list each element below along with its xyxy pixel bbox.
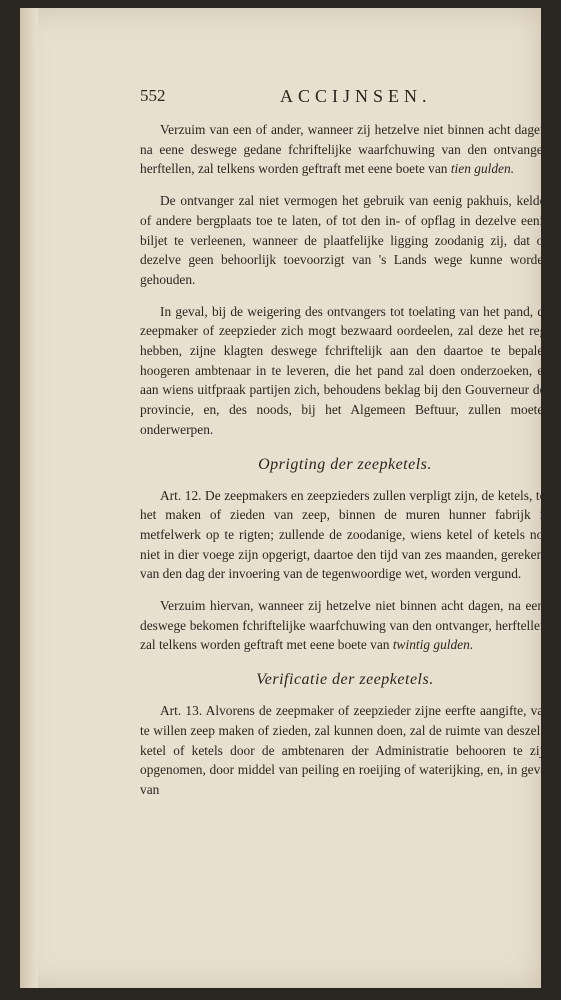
section-heading-verificatie: Verificatie der zeepketels. — [256, 671, 434, 689]
paragraph-art-13: Art. 13. Alvorens de zeepmaker of zeepzieder zijne eerfte aangifte, van te willen zeep maken of zieden, zal kunnen doen, zal de ruimte van deszelfs ketel of ketels door de ambtenaren der Administratie behooren te zijn opgenomen, door middel van peiling en roeijing of waterijking, en, in geval van — [140, 703, 550, 797]
page-header — [140, 86, 550, 112]
page-spine-shadow — [20, 8, 38, 988]
book-page — [20, 8, 550, 988]
paragraph-in-geval: In geval, bij de weigering des ontvangers tot toelating van het pand, de zeepmaker of zeepzieder zich mogt bezwaard oordeelen, zal deze het regt hebben, zijne klagten deswege fchriftelijk aan den daartoe te bepalen hoogeren ambtenaar in te leveren, die het pand zal doen onderzoeken, en aan wiens uitfpraak partijen zich, behoudens beklag bij den Gouverneur der provincie, en, des noods, bij het Algemeen Beftuur, zullen moeten onderwerpen. — [140, 303, 550, 437]
running-title: ACCIJNSEN. — [280, 86, 432, 106]
paragraph-ontvanger: De ontvanger zal niet vermogen het gebruik van eenig pakhuis, kelder of andere bergplaats toe te laten, of tot den in- of opflag in dezelve eenig biljet te verleenen, wanneer de plaatfelijke ligging zoodanig zij, dat op dezelve geen behoorlijk toevoorzigt van 's Lands wege kunne worden gehouden. — [140, 193, 550, 287]
paragraph-verzuim-1: Verzuim van een of ander, wanneer zij hetzelve niet binnen acht dagen, na eene deswege gedane fchriftelijke waarfchuwing van den ontvanger, herftellen, zal telkens worden geftraft met eene boete van tien gulden. — [140, 122, 550, 177]
paragraph-verzuim-2: Verzuim hiervan, wanneer zij hetzelve niet binnen acht dagen, na eene deswege bekomen fchriftelijke waarfchuwing van den ontvanger, herftellen, zal telkens worden geftraft met eene boete van twintig gulden. — [140, 598, 550, 653]
section-heading-oprigting: Oprigting der zeepketels. — [258, 455, 432, 473]
page-number: 552 — [140, 86, 166, 105]
paragraph-art-12: Art. 12. De zeepmakers en zeepzieders zullen verpligt zijn, de ketels, tot het maken of zieden van zeep, binnen de muren hunner fabrijk in metfelwerk op te rigten; zullende de zoodanige, wiens ketel of ketels nog niet in dier voege zijn opgerigt, daartoe den tijd van zes maanden, gerekend van den dag der invoering van de tegenwoordige wet, worden vergund. — [140, 487, 550, 582]
fine-amount: tien gulden. — [450, 161, 515, 177]
page-content — [140, 86, 550, 812]
fine-amount-twintig: twintig gulden. — [392, 637, 474, 653]
